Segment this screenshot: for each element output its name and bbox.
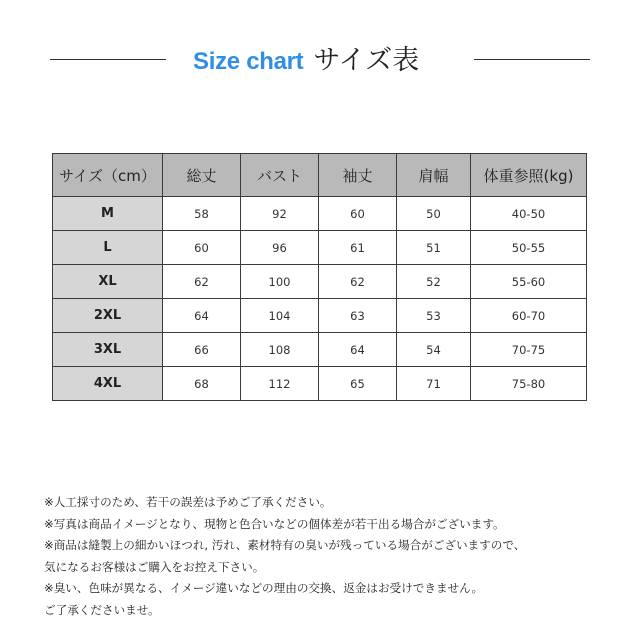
notes-section	[44, 492, 634, 621]
table-row	[53, 265, 587, 299]
weight-cell: 40-50	[471, 197, 587, 231]
size-cell: 4XL	[53, 367, 163, 401]
note-line: ※写真は商品イメージとなり、現物と色合いなどの個体差が若干出る場合がございます。	[44, 516, 505, 531]
header-shoulder: 肩幅	[397, 154, 471, 197]
bust-cell: 100	[241, 265, 319, 299]
shoulder-cell: 50	[397, 197, 471, 231]
size-cell: L	[53, 231, 163, 265]
weight-cell: 55-60	[471, 265, 587, 299]
size-cell: XL	[53, 265, 163, 299]
weight-cell: 50-55	[471, 231, 587, 265]
sleeve-cell: 62	[319, 265, 397, 299]
header-weight: 体重参照(kg)	[471, 154, 587, 197]
note-line: ※商品は縫製上の細かいほつれ, 汚れ、素材特有の臭いが残っている場合がございますので、	[44, 538, 526, 552]
length-cell: 60	[163, 231, 241, 265]
sleeve-cell: 60	[319, 197, 397, 231]
header-sleeve: 袖丈	[319, 154, 397, 197]
length-cell: 58	[163, 197, 241, 231]
shoulder-cell: 51	[397, 231, 471, 265]
bust-cell: 112	[241, 367, 319, 401]
table-row	[53, 333, 587, 367]
header-bust: バスト	[241, 154, 319, 197]
size-cell: M	[53, 197, 163, 231]
weight-cell: 70-75	[471, 333, 587, 367]
header-rule-right	[474, 59, 590, 60]
title-japanese: サイズ表	[313, 45, 420, 76]
bust-cell: 92	[241, 197, 319, 231]
shoulder-cell: 54	[397, 333, 471, 367]
title-english: Size chart	[193, 48, 304, 75]
length-cell: 68	[163, 367, 241, 401]
table-row	[53, 197, 587, 231]
table-row	[53, 299, 587, 333]
bust-cell: 104	[241, 299, 319, 333]
table-row	[53, 231, 587, 265]
shoulder-cell: 53	[397, 299, 471, 333]
size-table	[52, 153, 587, 401]
bust-cell: 108	[241, 333, 319, 367]
sleeve-cell: 61	[319, 231, 397, 265]
shoulder-cell: 71	[397, 367, 471, 401]
page-header	[0, 36, 640, 80]
size-cell: 3XL	[53, 333, 163, 367]
weight-cell: 75-80	[471, 367, 587, 401]
table-header-row	[53, 154, 587, 197]
sleeve-cell: 64	[319, 333, 397, 367]
weight-cell: 60-70	[471, 299, 587, 333]
length-cell: 66	[163, 333, 241, 367]
header-rule-left	[50, 59, 166, 60]
sleeve-cell: 65	[319, 367, 397, 401]
note-line: ご了承くださいませ。	[44, 602, 160, 617]
page-title	[193, 38, 419, 77]
note-line: ※臭い、色味が異なる、イメージ違いなどの理由の交換、返金はお受けできません。	[44, 581, 484, 595]
note-line: ※人工採寸のため、若干の誤差は予めご了承ください。	[44, 495, 332, 509]
length-cell: 64	[163, 299, 241, 333]
table-row	[53, 367, 587, 401]
length-cell: 62	[163, 265, 241, 299]
sleeve-cell: 63	[319, 299, 397, 333]
header-length: 総丈	[163, 154, 241, 197]
shoulder-cell: 52	[397, 265, 471, 299]
bust-cell: 96	[241, 231, 319, 265]
header-size: サイズ（cm）	[53, 154, 163, 197]
size-cell: 2XL	[53, 299, 163, 333]
note-line: 気になるお客様はご購入をお控え下さい。	[44, 559, 265, 574]
